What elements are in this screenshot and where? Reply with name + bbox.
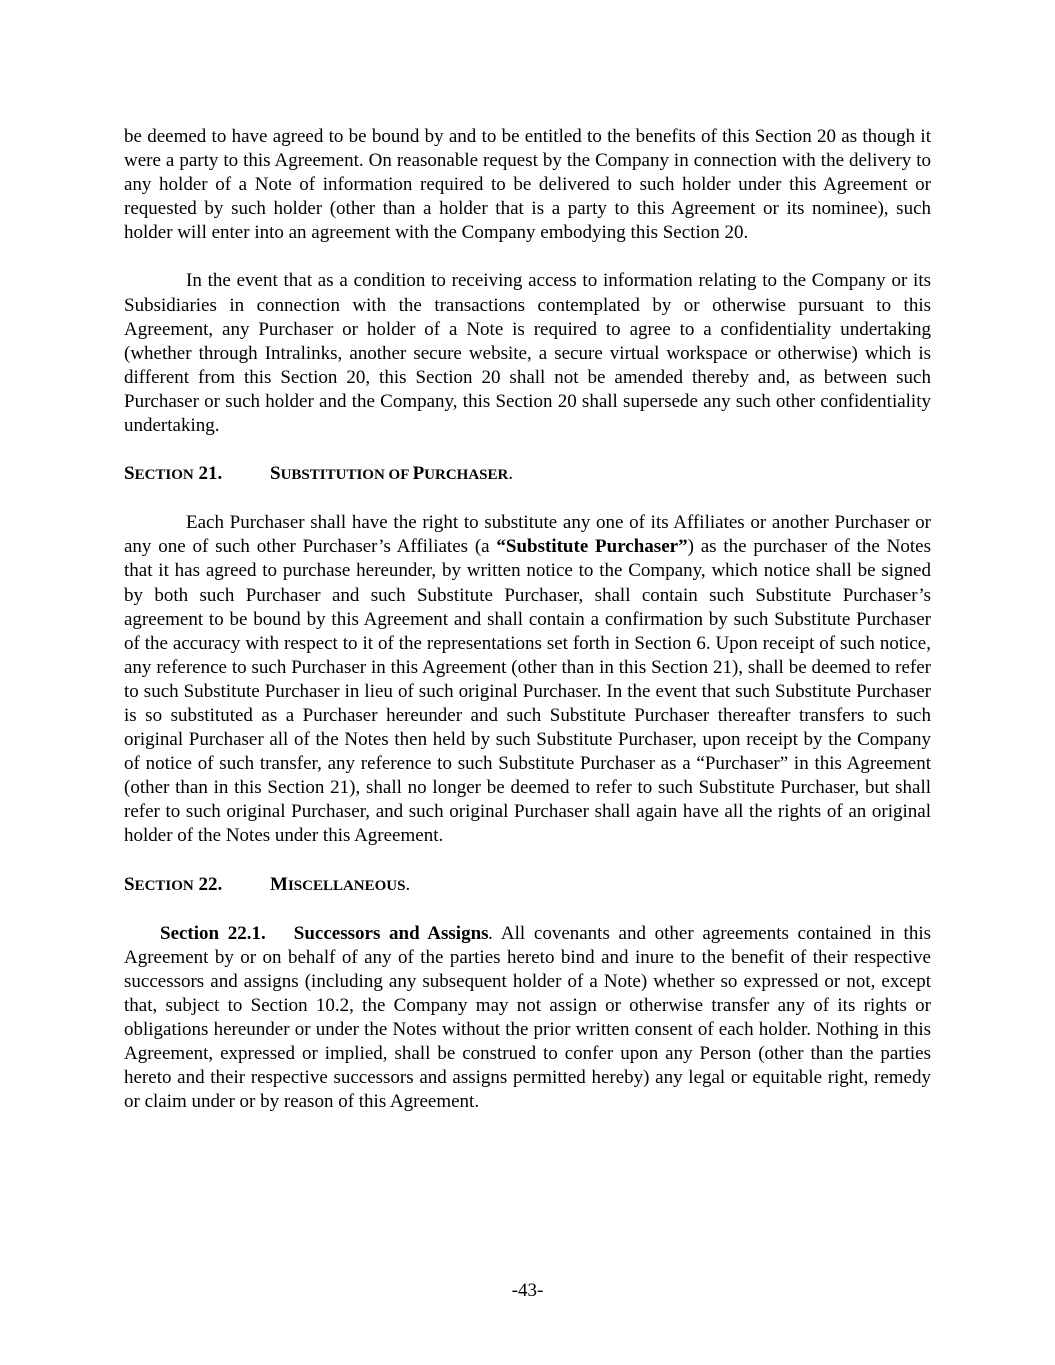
section-22-1-paragraph: Section 22.1. Successors and Assigns. All covenants and other agreements contained in this Agreement by or on behalf of any of the parties hereto bind and inure to the benefit of their respective successors and assigns (including any subsequent holder of a Note) whether so expressed or not, except that, subject to Section 10.2, the Company may not assign or otherwise transfer any of its rights or obligations hereunder or under the Notes without the prior written consent of each holder. Nothing in this Agreement, expressed or implied, shall be construed to confer upon any Person (other than the parties hereto and their respective successors and assigns permitted hereby) any legal or equitable right, remedy or claim under or by reason of this Agreement.	[124, 922, 932, 1113]
section-22-1-title: Successors and Assigns	[293, 922, 489, 944]
paragraph-confidentiality-undertaking: In the event that as a condition to receiving access to information relating to the Company or its Subsidiaries in connection with the transactions contemplated by or otherwise pursuant to this Agreement, any Purchaser or holder of a Note is required to agree to a confidentiality undertaking (whether through Intralinks, another secure website, a secure virtual workspace or otherwise) which is different from this Section 20, this Section 20 shall not be amended thereby and, as between such Purchaser or such holder and the Company, this Section 20 shall supersede any such other confidentiality undertaking.	[124, 270, 931, 437]
defined-term-substitute-purchaser: “Substitute Purchaser”	[496, 536, 688, 558]
section-22-1-body: All covenants and other agreements contained in this Agreement by or on behalf of any of the parties hereto bind and inure to the benefit of their respective successors and assigns (including any subsequent holder of a Note) whether so expressed or not, except that, subject to Section 10.2, the Company may not assign or otherwise transfer any of its rights or obligations hereunder or under the Notes without the prior written consent of each holder. Nothing in this Agreement, expressed or implied, shall be construed to confer upon any Person (other than the parties hereto and their respective successors and assigns permitted hereby) any legal or equitable right, remedy or claim under or by reason of this Agreement.	[124, 922, 932, 1113]
section-21-body: Each Purchaser shall have the right to substitute any one of its Affiliates or another Purchaser or any one of such other Purchaser’s Affiliates (a “Substitute Purchaser”) as the purchaser of the Notes that it has agreed to purchase hereunder, by written notice to the Company, which notice shall be signed by both such Purchaser and such Substitute Purchaser, shall contain such Substitute Purchaser’s agreement to be bound by this Agreement and shall contain a confirmation by such Substitute Purchaser of the accuracy with respect to it of the representations set forth in Section 6. Upon receipt of such notice, any reference to such Purchaser in this Agreement (other than in this Section 21), shall be deemed to refer to such Substitute Purchaser in lieu of such original Purchaser. In the event that such Substitute Purchaser is so substituted as a Purchaser hereunder and such Substitute Purchaser thereafter transfers to such original Purchaser all of the Notes then held by such Substitute Purchaser, upon receipt by the Company of notice of such transfer, any reference to such Substitute Purchaser as a “Purchaser” in this Agreement (other than in this Section 21), shall no longer be deemed to refer to such Substitute Purchaser, but shall refer to such original Purchaser, and such original Purchaser shall again have all the rights of an original holder of the Notes under this Agreement.	[124, 512, 931, 847]
page-number: -43-	[511, 1280, 544, 1301]
section-22-title: MISCELLANEOUS.	[270, 873, 411, 895]
document-page	[124, 125, 931, 1114]
section-22-number: SECTION 22.	[124, 873, 223, 895]
section-21-heading	[124, 462, 931, 487]
section-21-title: SUBSTITUTION OF PURCHASER.	[270, 463, 514, 485]
section-21-number: SECTION 21.	[124, 463, 223, 485]
section-22-heading	[124, 873, 931, 898]
paragraph-confidentiality-continued: be deemed to have agreed to be bound by and to be entitled to the benefits of this Section 20 as though it were a party to this Agreement. On reasonable request by the Company in connection with the delivery to any holder of a Note of information required to be delivered to such holder under this Agreement or requested by such holder (other than a holder that is a party to this Agreement or its nominee), such holder will enter into an agreement with the Company embodying this Section 20.	[124, 126, 931, 244]
section-22-1-label: Section 22.1.	[160, 922, 266, 944]
